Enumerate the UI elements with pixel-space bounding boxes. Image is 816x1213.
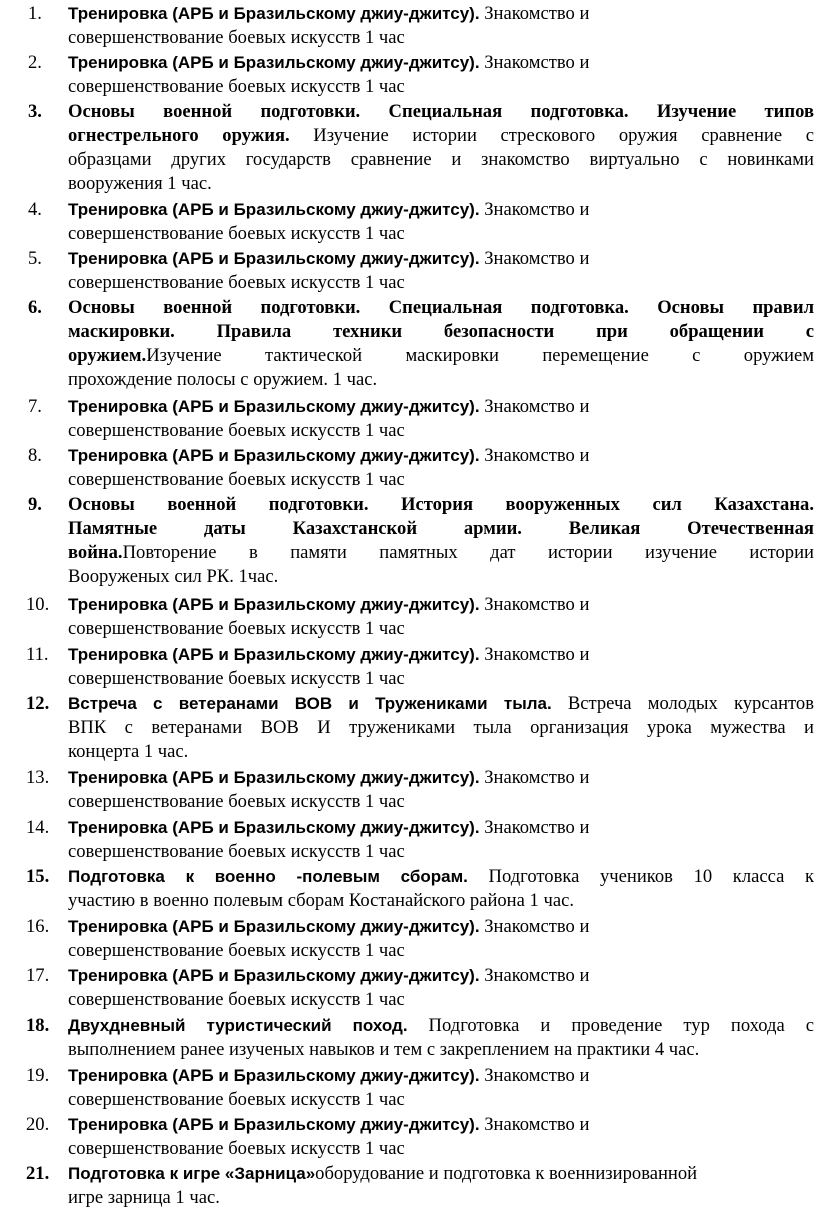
item-number: 10. [26, 594, 50, 615]
item-title-cont: огнестрельного оружия. [68, 125, 290, 146]
item-text-cont: образцами других государств сравнение и знакомство виртуально с новинками [68, 149, 814, 170]
item-number: 7. [28, 396, 42, 417]
item-title: Встреча с ветеранами ВОВ и Тружениками тыла. [68, 694, 552, 713]
item-text-cont: совершенствование боевых искусств 1 час [68, 841, 405, 862]
item-text-cont: совершенствование боевых искусств 1 час [68, 1138, 405, 1159]
item-text: Знакомство и [479, 767, 590, 788]
item-title: Тренировка (АРБ и Бразильскому джиу-джитсу). [68, 595, 480, 614]
item-text-cont: Вооруженых сил РК. 1час. [68, 566, 279, 587]
item-number: 14. [26, 817, 50, 838]
item-text-cont: прохождение полосы с оружием. 1 час. [68, 369, 378, 390]
item-title: Тренировка (АРБ и Бразильскому джиу-джитсу). [68, 818, 480, 837]
item-title-cont: Памятные даты Казахстанской армии. Великая Отечественная [68, 518, 814, 539]
item-text: Изучение истории стрескового оружия сравнение с [289, 125, 814, 146]
item-text-cont: совершенствование боевых искусств 1 час [68, 76, 405, 97]
item-title: Тренировка (АРБ и Бразильскому джиу-джитсу). [68, 249, 480, 268]
item-title: Подготовка к игре «Зарница» [68, 1164, 316, 1183]
item-text-cont: совершенствование боевых искусств 1 час [68, 618, 405, 639]
item-number: 3. [28, 101, 42, 122]
item-number: 1. [28, 3, 42, 24]
item-text: Изучение тактической маскировки перемещение с оружием [146, 345, 814, 366]
item-title: Тренировка (АРБ и Бразильскому джиу-джитсу). [68, 4, 480, 23]
item-number: 21. [26, 1163, 50, 1184]
item-text-cont: игре зарница 1 час. [68, 1187, 220, 1208]
item-title: Тренировка (АРБ и Бразильскому джиу-джитсу). [68, 200, 480, 219]
item-number: 9. [28, 494, 42, 515]
item-title: Тренировка (АРБ и Бразильскому джиу-джитсу). [68, 53, 480, 72]
item-title: Тренировка (АРБ и Бразильскому джиу-джитсу). [68, 645, 480, 664]
item-text: оборудование и подготовка к военнизированной [315, 1163, 698, 1184]
item-number: 19. [26, 1065, 50, 1086]
item-title-cont: маскировки. Правила техники безопасности при обращении с [68, 321, 814, 342]
item-number: 2. [28, 52, 42, 73]
item-number: 15. [26, 866, 50, 887]
item-text: Подготовка учеников 10 класса к [467, 866, 814, 887]
item-text: Знакомство и [479, 396, 590, 417]
item-number: 16. [26, 916, 50, 937]
item-text: Знакомство и [479, 1114, 590, 1135]
item-text-cont: совершенствование боевых искусств 1 час [68, 989, 405, 1010]
item-text-cont: совершенствование боевых искусств 1 час [68, 420, 405, 441]
item-text: Знакомство и [479, 817, 590, 838]
item-text: Знакомство и [479, 644, 590, 665]
item-title-cont: оружием. [68, 345, 147, 366]
item-text: Знакомство и [479, 199, 590, 220]
item-text: Знакомство и [479, 3, 590, 24]
item-text: Встреча молодых курсантов [551, 693, 814, 714]
item-text-cont: совершенствование боевых искусств 1 час [68, 469, 405, 490]
item-text-cont: участию в военно полевым сборам Костанайского района 1 час. [68, 890, 574, 911]
item-title: Тренировка (АРБ и Бразильскому джиу-джитсу). [68, 1066, 480, 1085]
item-title: Тренировка (АРБ и Бразильскому джиу-джитсу). [68, 446, 480, 465]
item-title: Тренировка (АРБ и Бразильскому джиу-джитсу). [68, 917, 480, 936]
item-number: 18. [26, 1015, 50, 1036]
item-title: Подготовка к военно -полевым сборам. [68, 867, 468, 886]
item-title: Двухдневный туристический поход. [68, 1016, 408, 1035]
item-text-cont: выполнением ранее изученых навыков и тем с закреплением на практики 4 час. [68, 1039, 700, 1060]
item-number: 13. [26, 767, 50, 788]
item-text: Подготовка и проведение тур похода с [407, 1015, 814, 1036]
item-text-cont: совершенствование боевых искусств 1 час [68, 940, 405, 961]
item-title: Основы военной подготовки. История вооруженных сил Казахстана. [68, 494, 814, 515]
item-text: Знакомство и [479, 965, 590, 986]
item-text-cont: концерта 1 час. [68, 741, 189, 762]
item-number: 5. [28, 248, 42, 269]
item-number: 11. [26, 644, 49, 665]
item-title: Основы военной подготовки. Специальная подготовка. Изучение типов [68, 101, 814, 122]
item-title: Тренировка (АРБ и Бразильскому джиу-джитсу). [68, 966, 480, 985]
item-text-cont: совершенствование боевых искусств 1 час [68, 791, 405, 812]
item-text-cont: совершенствование боевых искусств 1 час [68, 223, 405, 244]
item-text-cont: совершенствование боевых искусств 1 час [68, 668, 405, 689]
item-number: 8. [28, 445, 42, 466]
item-title: Тренировка (АРБ и Бразильскому джиу-джитсу). [68, 397, 480, 416]
item-number: 12. [26, 693, 50, 714]
item-text: Знакомство и [479, 52, 590, 73]
item-text-cont: совершенствование боевых искусств 1 час [68, 1089, 405, 1110]
item-text-cont: вооружения 1 час. [68, 173, 212, 194]
item-title-cont: война. [68, 542, 123, 563]
item-title: Тренировка (АРБ и Бразильскому джиу-джитсу). [68, 768, 480, 787]
item-text: Знакомство и [479, 594, 590, 615]
item-text-cont: ВПК с ветеранами ВОВ И тружениками тыла организация урока мужества и [68, 717, 814, 738]
item-text: Знакомство и [479, 445, 590, 466]
item-title: Основы военной подготовки. Специальная подготовка. Основы правил [68, 297, 814, 318]
item-text: Знакомство и [479, 916, 590, 937]
item-text-cont: совершенствование боевых искусств 1 час [68, 272, 405, 293]
item-text: Знакомство и [479, 1065, 590, 1086]
item-text: Повторение в памяти памятных дат истории изучение истории [122, 542, 814, 563]
item-title: Тренировка (АРБ и Бразильскому джиу-джитсу). [68, 1115, 480, 1134]
item-number: 4. [28, 199, 42, 220]
item-text: Знакомство и [479, 248, 590, 269]
item-text-cont: совершенствование боевых искусств 1 час [68, 27, 405, 48]
item-number: 20. [26, 1114, 50, 1135]
item-number: 6. [28, 297, 42, 318]
item-number: 17. [26, 965, 50, 986]
